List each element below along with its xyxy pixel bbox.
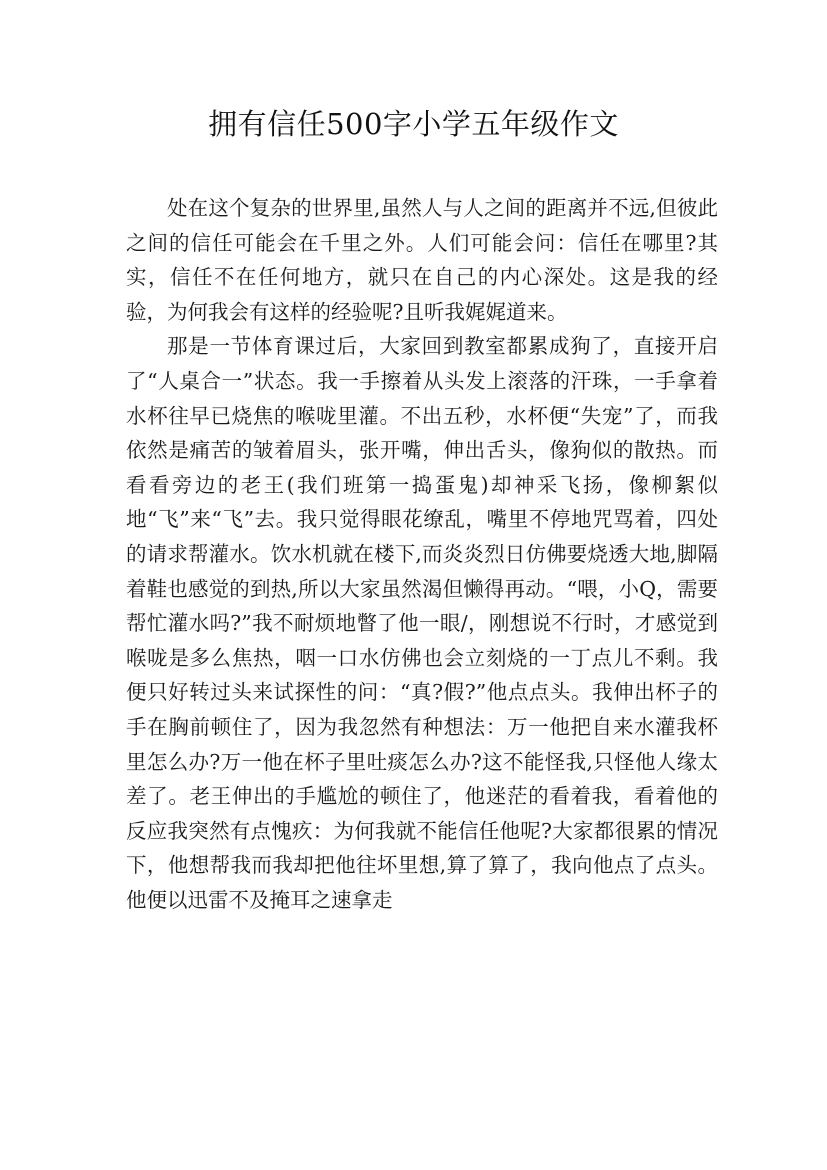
document-title: 拥有信任500字小学五年级作文: [208, 107, 619, 141]
document-body: [126, 191, 718, 917]
paragraph-2: 那是一节体育课过后，大家回到教室都累成狗了，直接开启了“人桌合一”状态。我一手擦着从头发上滚落的汗珠，一手拿着水杯往早已烧焦的喉咙里灌。不出五秒，水杯便“失宠”了，而我依然是痛苦的皱着眉头，张开嘴，伸出舌头，像狗似的散热。而看看旁边的老王(我们班第一捣蛋鬼)却神采飞扬，像柳絮似地“飞”来“飞”去。我只觉得眼花缭乱，嘴里不停地咒骂着，四处的请求帮灌水。饮水机就在楼下,而炎炎烈日仿佛要烧透大地,脚隔着鞋也感觉的到热,所以大家虽然渴但懒得再动。“喂，小Q，需要帮忙灌水吗?”我不耐烦地瞥了他一眼/，刚想说不行时，才感觉到喉咙是多么焦热，咽一口水仿佛也会立刻烧的一丁点儿不剩。我便只好转过头来试探性的问：“真?假?”他点点头。我伸出杯子的手在胸前顿住了，因为我忽然有种想法：万一他把自来水灌我杯里怎么办?万一他在杯子里吐痰怎么办?这不能怪我,只怪他人缘太差了。老王伸出的手尴尬的顿住了，他迷茫的看着我，看着他的反应我突然有点愧疚：为何我就不能信任他呢?大家都很累的情况下，他想帮我而我却把他往坏里想,算了算了，我向他点了点头。他便以迅雷不及掩耳之速拿走: [126, 334, 718, 912]
paragraph-1: 处在这个复杂的世界里,虽然人与人之间的距离并不远,但彼此之间的信任可能会在千里之外。人们可能会问：信任在哪里?其实，信任不在任何地方，就只在自己的内心深处。这是我的经验，为何我会有这样的经验呢?且听我娓娓道来。: [126, 196, 718, 324]
